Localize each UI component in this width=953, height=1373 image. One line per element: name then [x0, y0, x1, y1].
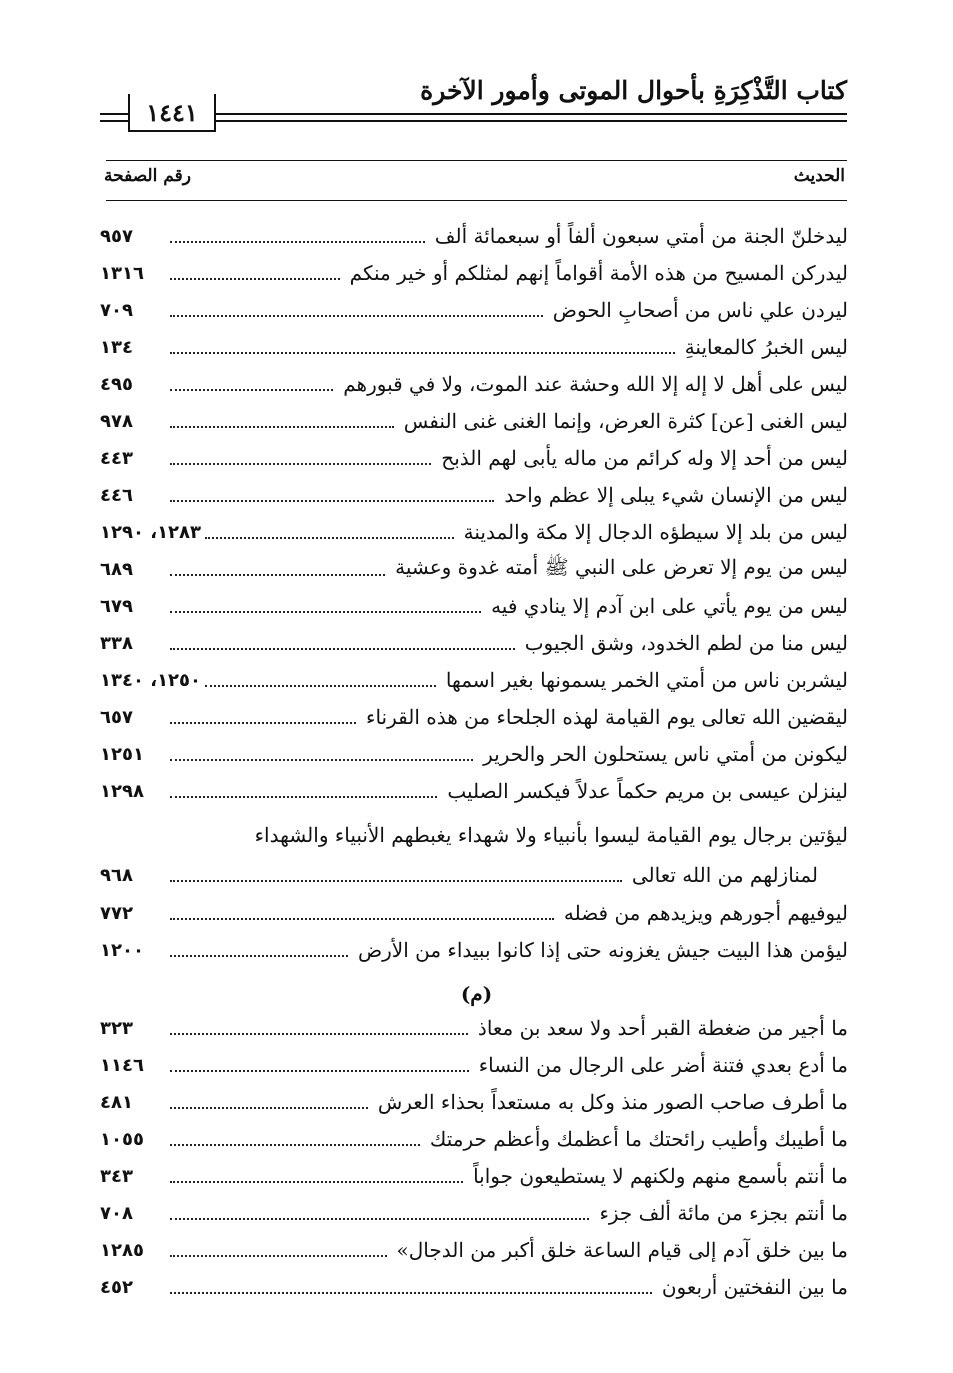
entry-text: لمنازلهم من الله تعالى — [631, 863, 818, 887]
entry-page: ٤٤٣ — [100, 447, 133, 469]
index-entry — [100, 219, 848, 253]
index-entry — [100, 330, 848, 364]
column-heading-page: رقم الصفحة — [104, 166, 191, 186]
entry-text: ليس من أحد إلا وله كرائم من ماله يأبى لهم الذبح — [441, 446, 848, 470]
leader-dots — [170, 880, 622, 882]
entry-text: ليدركن المسيح من هذه الأمة أقواماً إنهم لمثلكم أو خير منكم — [349, 261, 848, 285]
entry-page: ١١٤٦ — [100, 1054, 144, 1076]
leader-dots — [170, 241, 425, 243]
entry-page: ١٢٥٠، ١٣٤٠ — [100, 669, 202, 691]
entry-page: ١٣١٦ — [100, 262, 144, 284]
entry-page: ٧٠٩ — [100, 299, 133, 321]
entry-page: ٩٦٨ — [100, 864, 133, 886]
entry-page: ١٢٨٥ — [100, 1239, 144, 1261]
index-entry — [100, 774, 848, 808]
entry-page: ١٢٥١ — [100, 743, 144, 765]
index-entry — [100, 589, 848, 623]
entry-text: ما بين خلق آدم إلى قيام الساعة خلق أكبر من الدجال» — [396, 1238, 848, 1262]
leader-dots — [170, 722, 356, 724]
index-entry — [100, 478, 848, 512]
index-entry — [100, 1048, 848, 1082]
leader-dots — [170, 648, 515, 650]
entry-text: ما أدع بعدي فتنة أضر على الرجال من النساء — [478, 1053, 848, 1077]
index-entry — [100, 1196, 848, 1230]
entry-text: ليردن علي ناس من أصحابِ الحوض — [552, 298, 848, 322]
entry-text: ما أنتم بجزء من مائة ألف جزء — [599, 1201, 848, 1225]
entry-page: ٣٢٣ — [100, 1017, 133, 1039]
entry-text: ليؤتين برجال يوم القيامة ليسوا بأنبياء ولا شهداء يغبطهم الأنبياء والشهداء — [254, 823, 848, 847]
entry-page: ٦٧٩ — [100, 595, 133, 617]
section-letter-heading: (م) — [460, 982, 493, 1006]
entry-text: ليقضين الله تعالى يوم القيامة لهذه الجلحاء من هذه القرناء — [366, 705, 848, 729]
entry-text: ليس الغنى [عن] كثرة العرض، وإنما الغنى غنى النفس — [403, 409, 848, 433]
page-number: ١٤٤١ — [128, 94, 216, 132]
entry-page: ٦٨٩ — [100, 558, 133, 580]
entry-text: ما أنتم بأسمع منهم ولكنهم لا يستطيعون جواباً — [473, 1164, 848, 1188]
entry-text: ليدخلنّ الجنة من أمتي سبعون ألفاً أو سبعمائة ألف — [434, 224, 848, 248]
index-entry — [100, 663, 848, 697]
leader-dots — [170, 1255, 387, 1257]
entry-page: ٦٥٧ — [100, 706, 133, 728]
entry-text: ما أطيبك وأطيب رائحتك ما أعظمك وأعظم حرمتك — [429, 1127, 848, 1151]
leader-dots — [170, 1292, 652, 1294]
index-entry — [100, 515, 848, 549]
leader-dots — [170, 463, 431, 465]
leader-dots — [170, 611, 481, 613]
entry-text: ليؤمن هذا البيت جيش يغزونه حتى إذا كانوا ببيداء من الأرض — [357, 938, 848, 962]
entry-page: ٩٥٧ — [100, 225, 133, 247]
leader-dots — [170, 278, 340, 280]
leader-dots — [170, 759, 473, 761]
entry-page: ١٢٨٣، ١٢٩٠ — [100, 521, 202, 543]
leader-dots — [170, 426, 394, 428]
index-entry — [100, 700, 848, 734]
leader-dots — [170, 918, 554, 920]
leader-dots — [170, 315, 543, 317]
index-entry — [100, 896, 848, 930]
entry-page: ١٢٠٠ — [100, 939, 144, 961]
entry-page: ٤٨١ — [100, 1091, 133, 1113]
index-entry — [100, 1122, 848, 1156]
entry-text: ليس منا من لطم الخدود، وشق الجيوب — [524, 631, 848, 655]
index-entry — [100, 737, 848, 771]
index-entry — [100, 1159, 848, 1193]
entry-text: ليوفيهم أجورهم ويزيدهم من فضله — [563, 901, 848, 925]
entry-page: ٤٩٥ — [100, 373, 133, 395]
leader-dots — [170, 1107, 368, 1109]
index-entry — [100, 441, 848, 475]
entry-page: ١٣٤ — [100, 336, 133, 358]
entry-text: ليس على أهل لا إله إلا الله وحشة عند الموت، ولا في قبورهم — [343, 372, 848, 396]
leader-dots — [170, 500, 494, 502]
entry-text: ليس من يوم إلا تعرض على النبي ﷺ أمته غدوة وعشية — [395, 554, 848, 579]
index-entry — [100, 933, 848, 967]
entry-page: ٧٠٨ — [100, 1202, 133, 1224]
index-entry — [100, 1085, 848, 1119]
index-entry — [100, 626, 848, 660]
entry-page: ١٢٩٨ — [100, 780, 144, 802]
running-title: كتاب التَّذْكِرَةِ بأحوال الموتى وأمور الآخرة — [420, 76, 847, 105]
index-entry-line1 — [100, 818, 848, 852]
index-entry-line2 — [100, 858, 848, 892]
entry-page: ٤٥٢ — [100, 1276, 133, 1298]
index-entry — [100, 552, 848, 586]
leader-dots — [205, 685, 436, 687]
leader-dots — [170, 389, 333, 391]
index-entry — [100, 1270, 848, 1304]
index-entry — [100, 1011, 848, 1045]
leader-dots — [170, 574, 385, 576]
leader-dots — [170, 1144, 420, 1146]
column-header-rule — [106, 160, 847, 161]
entry-text: ليس الخبرُ كالمعاينةِ — [684, 335, 848, 359]
leader-dots — [205, 537, 454, 539]
index-entry — [100, 256, 848, 290]
leader-dots — [170, 1218, 589, 1220]
entry-page: ١٠٥٥ — [100, 1128, 144, 1150]
column-heading-hadith: الحديث — [793, 166, 845, 186]
entry-text: ما أطرف صاحب الصور منذ وكل به مستعداً بحذاء العرش — [377, 1090, 848, 1114]
entry-page: ٣٤٣ — [100, 1165, 133, 1187]
entry-page: ٩٧٨ — [100, 410, 133, 432]
leader-dots — [170, 796, 437, 798]
index-entry — [100, 404, 848, 438]
index-entry — [100, 293, 848, 327]
leader-dots — [170, 1033, 468, 1035]
entry-page: ٧٧٢ — [100, 902, 133, 924]
column-header-rule — [106, 200, 847, 201]
entry-text: ليكونن من أمتي ناس يستحلون الحر والحرير — [483, 742, 848, 766]
entry-page: ٣٣٨ — [100, 632, 133, 654]
entry-text: ليشربن ناس من أمتي الخمر يسمونها بغير اسمها — [445, 668, 848, 692]
entry-text: ليس من بلد إلا سيطؤه الدجال إلا مكة والمدينة — [463, 520, 848, 544]
leader-dots — [170, 955, 348, 957]
entry-text: ليس من الإنسان شيء يبلى إلا عظم واحد — [504, 483, 848, 507]
leader-dots — [170, 352, 675, 354]
entry-page: ٤٤٦ — [100, 484, 133, 506]
index-entry — [100, 367, 848, 401]
leader-dots — [170, 1181, 463, 1183]
entry-text: ليس من يوم يأتي على ابن آدم إلا ينادي فيه — [491, 594, 848, 618]
index-entry — [100, 1233, 848, 1267]
entry-text: ما أجير من ضغطة القبر أحد ولا سعد بن معاذ — [477, 1016, 848, 1040]
entry-text: لينزلن عيسى بن مريم حكماً عدلاً فيكسر الصليب — [447, 779, 848, 803]
leader-dots — [170, 1070, 469, 1072]
entry-text: ما بين النفختين أربعون — [661, 1275, 848, 1299]
